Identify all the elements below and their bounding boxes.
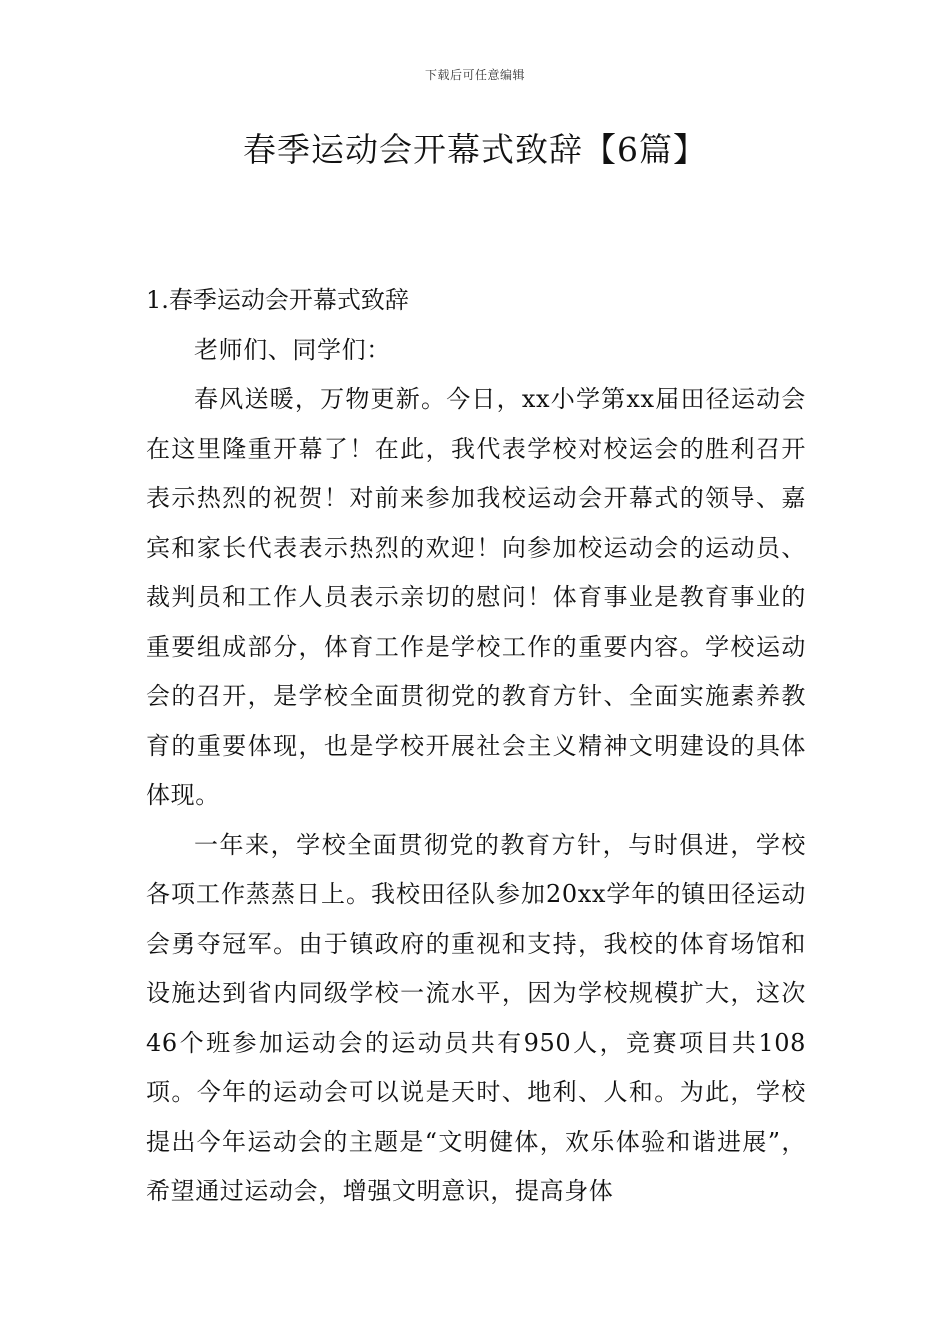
document-title: 春季运动会开幕式致辞【6篇】 <box>243 130 707 169</box>
paragraph-1: 春风送暖，万物更新。今日，xx小学第xx届田径运动会在这里隆重开幕了！在此，我代表学校对校运会的胜利召开表示热烈的祝贺！对前来参加我校运动会开幕式的领导、嘉宾和家长代表表示热烈的欢迎！向参加校运动会的运动员、裁判员和工作人员表示亲切的慰问！体育事业是教育事业的重要组成部分，体育工作是学校工作的重要内容。学校运动会的召开，是学校全面贯彻党的教育方针、全面实施素养教育的重要体现，也是学校开展社会主义精神文明建设的具体体现。 <box>146 385 806 809</box>
section-heading: 1.春季运动会开幕式致辞 <box>146 286 409 314</box>
paragraph-2: 一年来，学校全面贯彻党的教育方针，与时俱进，学校各项工作蒸蒸日上。我校田径队参加20xx学年的镇田径运动会勇夺冠军。由于镇政府的重视和支持，我校的体育场馆和设施达到省内同级学校一流水平，因为学校规模扩大，这次46个班参加运动会的运动员共有950人，竞赛项目共108项。今年的运动会可以说是天时、地利、人和。为此，学校提出今年运动会的主题是“文明健体，欢乐体验和谐进展”，希望通过运动会，增强文明意识，提高身体 <box>146 830 806 1205</box>
document-body <box>146 276 806 1217</box>
header-note: 下载后可任意编辑 <box>424 68 525 82</box>
salutation: 老师们、同学们： <box>194 335 391 364</box>
